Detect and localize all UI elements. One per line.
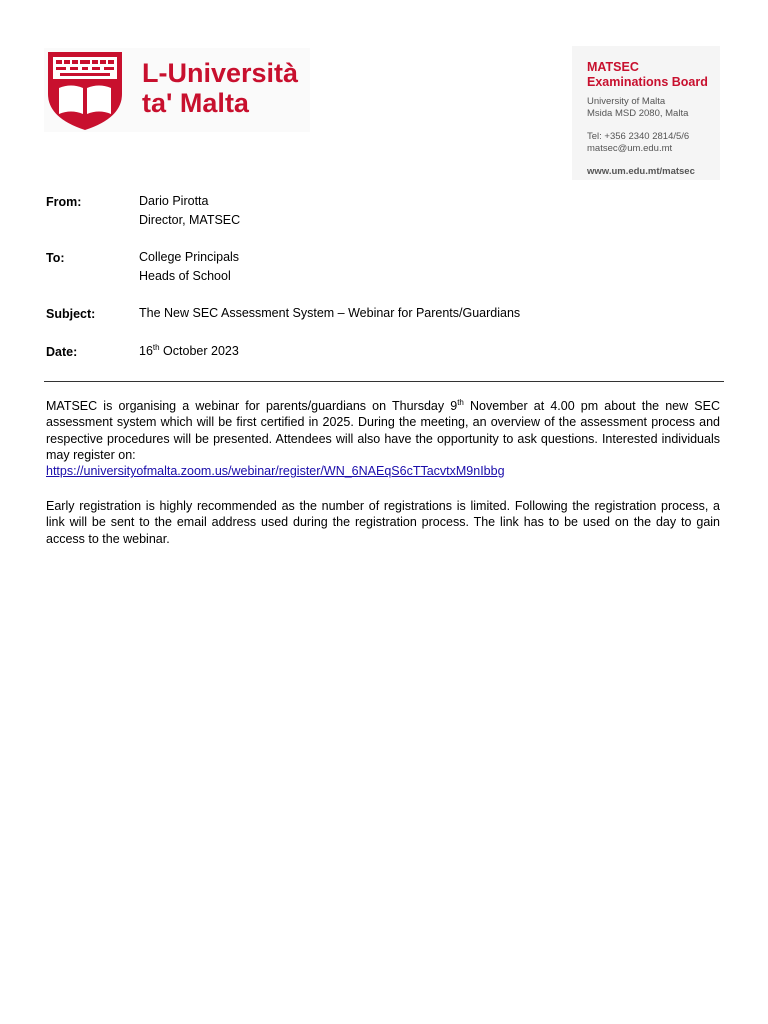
to-value: [139, 248, 239, 286]
to-label: To:: [46, 251, 65, 265]
website: www.um.edu.mt/matsec: [587, 166, 695, 177]
email: matsec@um.edu.mt: [587, 143, 673, 154]
from-value: [139, 192, 240, 230]
para1-part2: November at 4.00 pm about the new SEC assessment system which will be first certified in 2025. During the meeting, an overview of the assessment process and respective procedures will be presented. Attendees will also have the opportunity to ask questions. Interested individuals may register on:: [46, 399, 720, 462]
to-line2: Heads of School: [139, 269, 231, 283]
divider: [44, 381, 724, 382]
date-suffix: th: [152, 342, 160, 352]
to-line1: College Principals: [139, 250, 240, 264]
university-name-line2: ta' Malta: [142, 88, 249, 118]
para1-part1: MATSEC is organising a webinar for parents/guardians on Thursday 9: [46, 399, 458, 413]
registration-link[interactable]: https://universityofmalta.zoom.us/webinar/register/WN_6NAEqS6cTTacvtxM9nIbbg: [46, 464, 505, 479]
subject-label: Subject:: [46, 307, 96, 321]
from-title: Director, MATSEC: [139, 213, 241, 227]
date-day: 16: [139, 344, 153, 358]
subject-value: The New SEC Assessment System – Webinar for Parents/Guardians: [139, 306, 521, 320]
from-name: Dario Pirotta: [139, 194, 209, 208]
address-line2: Msida MSD 2080, Malta: [587, 108, 689, 119]
body-paragraph-2: Early registration is highly recommended as the number of registrations is limited. Following the registration process, a link will be sent to the email address used during the registration process. The link has to be used on the day to gain access to the webinar.: [46, 499, 720, 546]
date-value: [139, 342, 239, 361]
body-paragraph-1: [46, 398, 720, 479]
date-rest: October 2023: [159, 344, 239, 358]
board-title: [587, 60, 708, 90]
university-logo: [44, 48, 310, 132]
address-line1: University of Malta: [587, 96, 666, 107]
board-title-line1: MATSEC: [587, 60, 639, 74]
university-name-line1: L-Università: [142, 58, 299, 88]
telephone: Tel: +356 2340 2814/5/6: [587, 131, 690, 142]
date-label: Date:: [46, 345, 78, 359]
from-label: From:: [46, 195, 82, 209]
matsec-letterhead: [572, 46, 720, 180]
board-title-line2: Examinations Board: [587, 75, 708, 89]
university-crest-icon: [44, 48, 126, 132]
para1-sup: th: [457, 397, 464, 407]
university-name: [142, 58, 298, 118]
